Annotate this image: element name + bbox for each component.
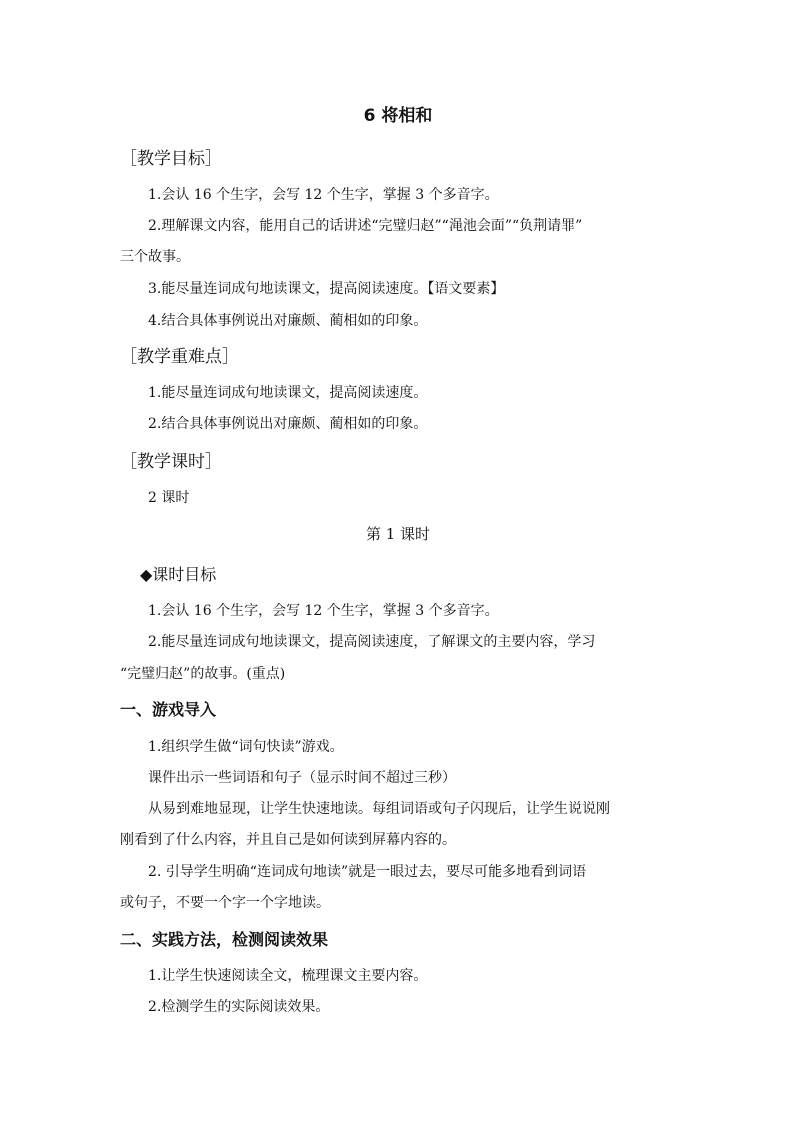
lesson-title: 6 将相和 (363, 106, 433, 126)
part-2-line-2: 2.检测学生的实际阅读效果。 (148, 999, 330, 1015)
part-1-heading: 一、游戏导入 (120, 700, 217, 719)
goal-item-2: 2.理解课文内容，能用自己的话讲述“完璧归赵”“渑池会面”“负荆请罪” (148, 218, 583, 234)
goal-item-3: 3.能尽量连词成句地读课文，提高阅读速度。【语文要素】 (148, 281, 505, 297)
part-1-line-2: 课件出示一些词语和句子（显示时间不超过三秒） (148, 770, 456, 786)
goal-item-1: 1.会认 16 个生字，会写 12 个生字，掌握 3 个多音字。 (148, 187, 499, 203)
part-2-line-1: 1.让学生快速阅读全文，梳理课文主要内容。 (148, 968, 428, 984)
key-point-1: 1.能尽量连词成句地读课文，提高阅读速度。 (148, 385, 428, 401)
lesson-goal-2-cont: “完璧归赵”的故事。(重点) (120, 666, 286, 682)
part-1-line-1: 1.组织学生做“词句快读”游戏。 (148, 739, 344, 755)
lesson-goal-2: 2.能尽量连词成句地读课文，提高阅读速度，了解课文的主要内容，学习 (148, 634, 596, 650)
lesson-1-heading: 第 1 课时 (365, 525, 431, 543)
part-1-line-5: 2. 引导学生明确“连词成句地读”就是一眼过去，要尽可能多地看到词语 (148, 864, 587, 880)
part-1-line-3: 从易到难地显现，让学生快速地读。每组词语或句子闪现后，让学生说说刚 (148, 801, 610, 817)
key-points-heading: ［教学重难点］ (120, 347, 239, 367)
part-2-heading: 二、实践方法，检测阅读效果 (120, 930, 329, 949)
lesson-goals-heading: ◆课时目标 (140, 565, 217, 584)
part-1-line-4: 刚看到了什么内容，并且自己是如何读到屏幕内容的。 (120, 832, 456, 848)
teaching-goals-heading: ［教学目标］ (120, 149, 222, 169)
goal-item-4: 4.结合具体事例说出对廉颇、蔺相如的印象。 (148, 313, 428, 329)
key-point-2: 2.结合具体事例说出对廉颇、蔺相如的印象。 (148, 416, 428, 432)
lesson-goal-1: 1.会认 16 个生字，会写 12 个生字，掌握 3 个多音字。 (148, 603, 499, 619)
goal-item-2-cont: 三个故事。 (120, 249, 190, 265)
teaching-hours-value: 2 课时 (148, 490, 190, 506)
teaching-hours-heading: ［教学课时］ (120, 452, 222, 472)
part-1-line-6: 或句子，不要一个字一个字地读。 (120, 895, 330, 911)
